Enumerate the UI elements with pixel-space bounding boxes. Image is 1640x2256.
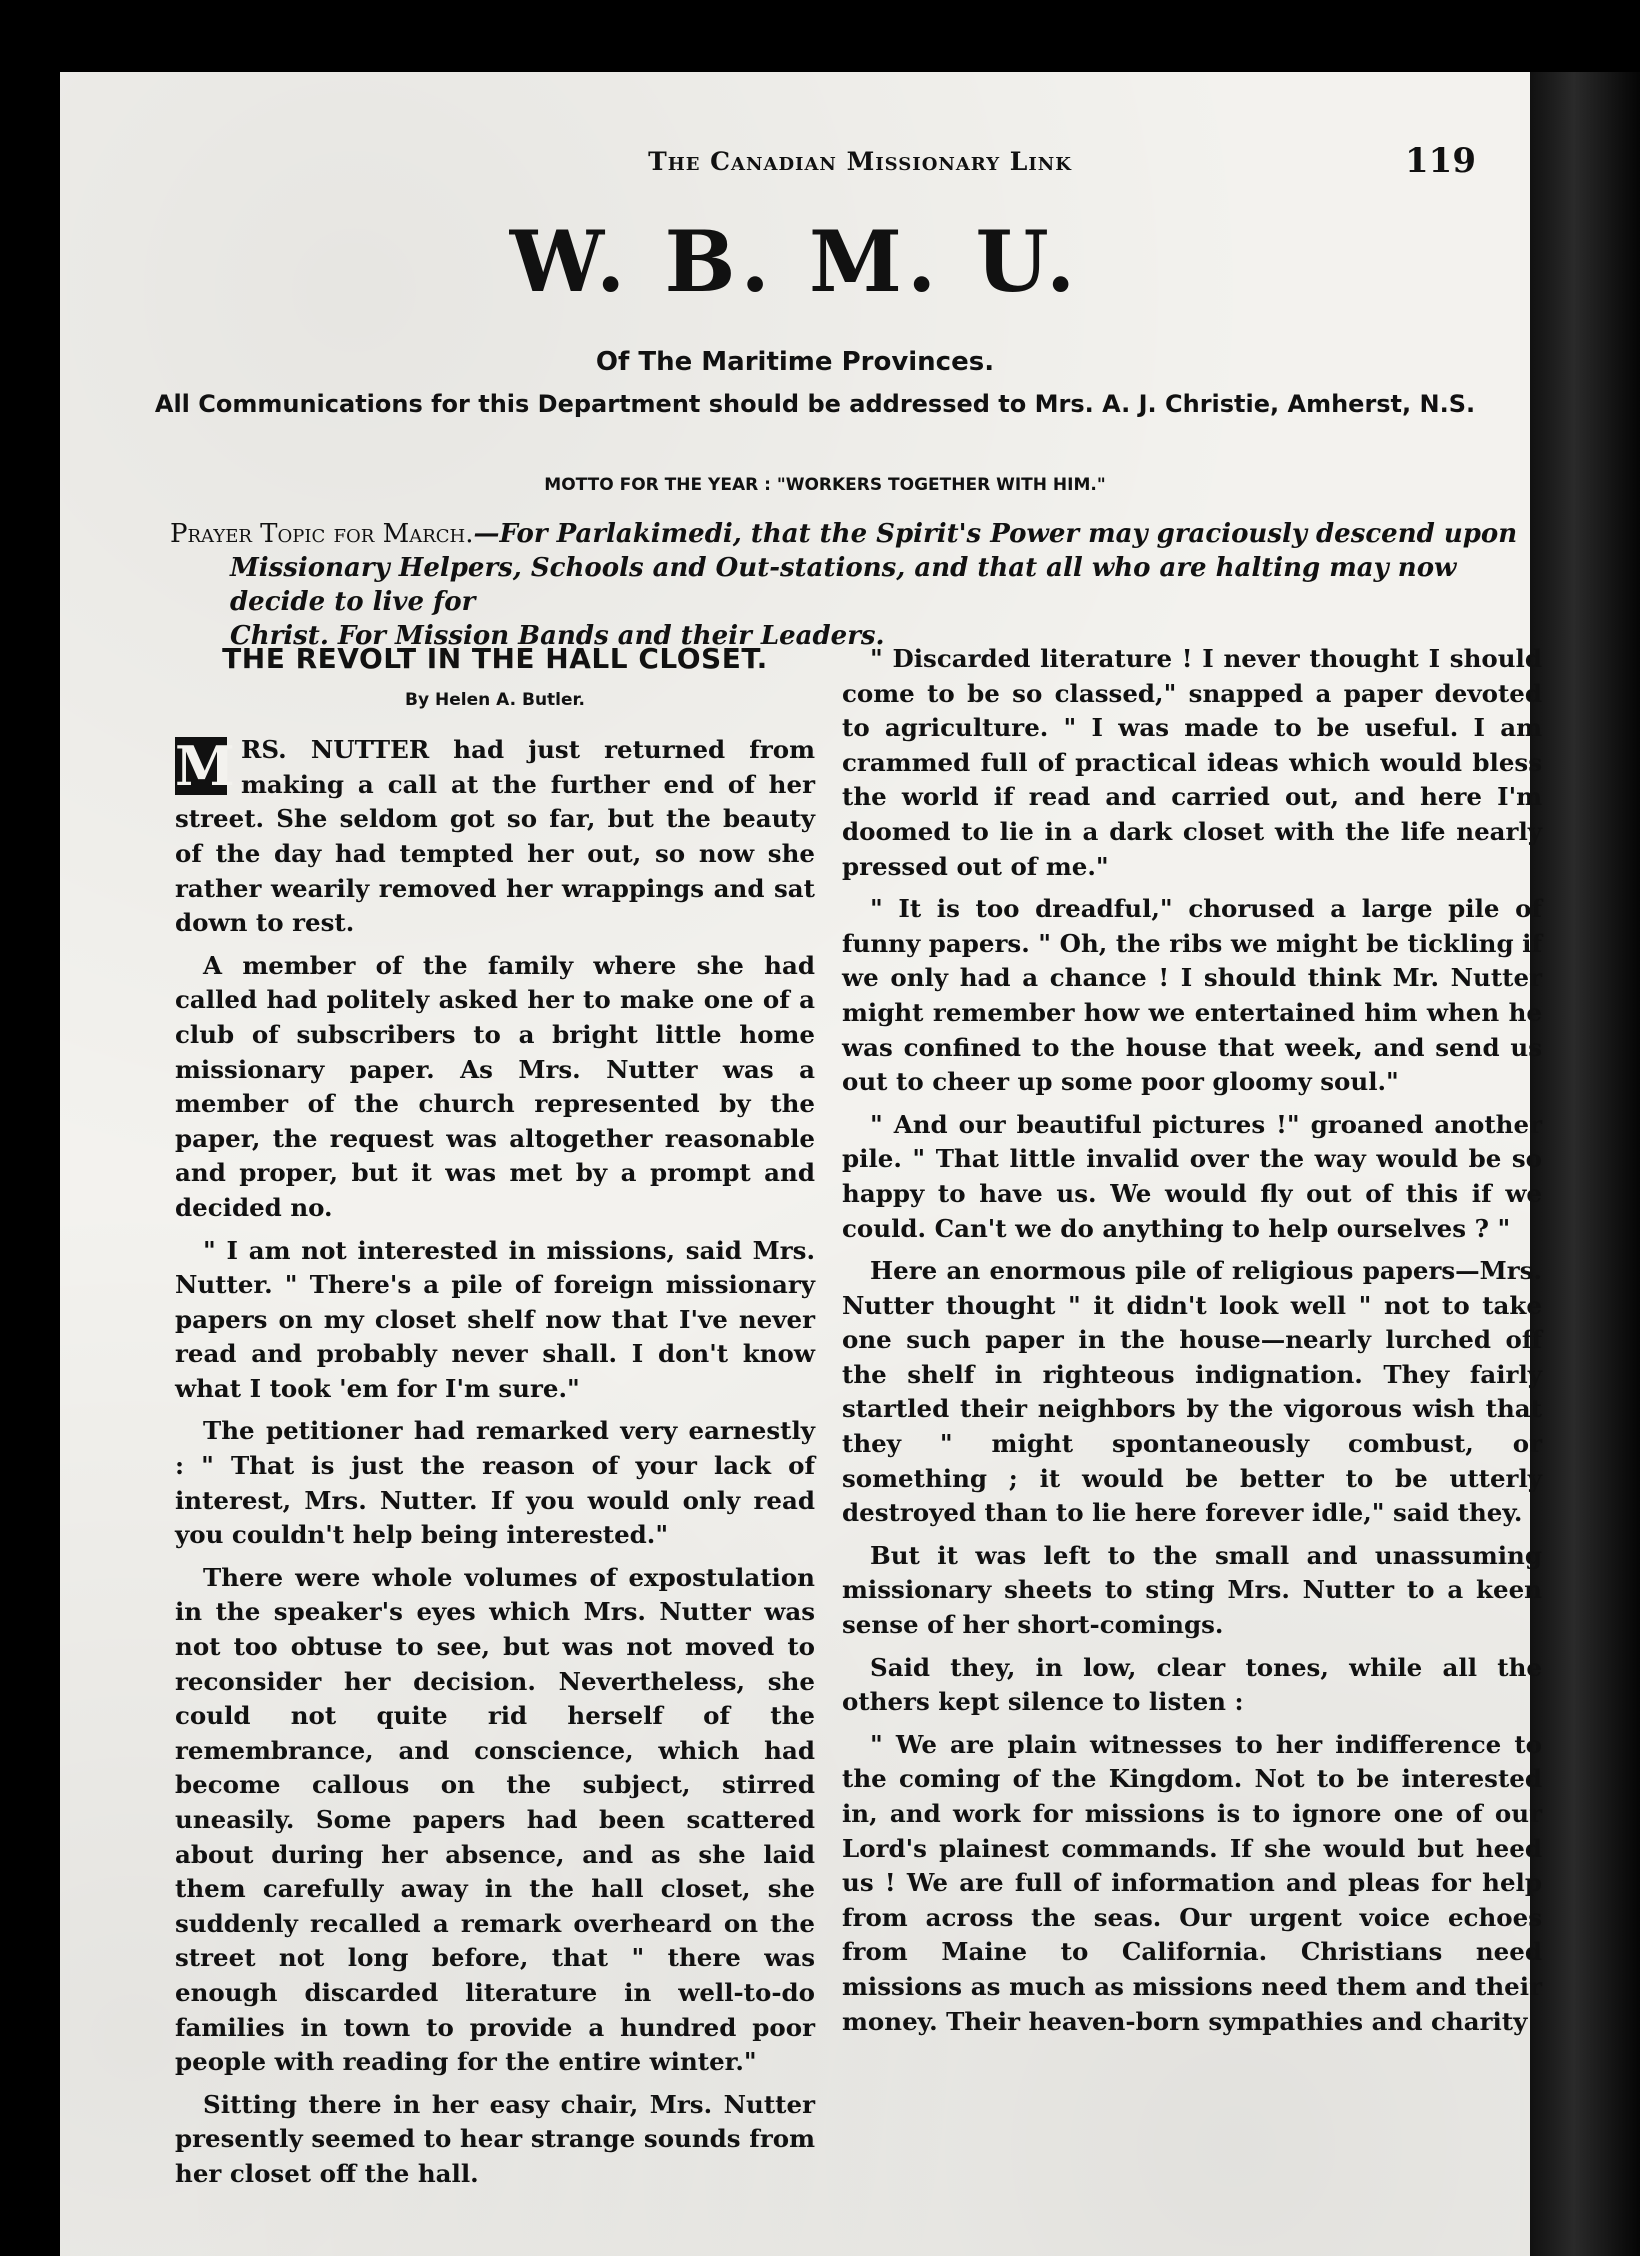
running-header [60,141,1530,187]
department-subtitle: Of The Maritime Provinces. [595,347,995,377]
paragraph: " And our beautiful pictures !" groaned another pile. " That little invalid over the way would be so happy to have us. We would fly out of this if we could. Can't we do anything to help ourselves ? " [842,1109,1542,1243]
right-column [842,642,1542,2047]
scan-left-edge [0,0,60,2256]
prayer-topic [170,517,1540,653]
paragraph: Here an enormous pile of religious papers—Mrs. Nutter thought " it didn't look well " not to take one such paper in the house—nearly lurched off the shelf in righteous indignation. They fairly startled their neighbors by the vigorous wish that they " might spontaneously combust, or something ; it would be better to be utterly destroyed than to lie here forever idle," said they. [842,1256,1542,1528]
paragraph [175,733,815,941]
paragraph: There were whole volumes of expostulation in the speaker's eyes which Mrs. Nutter was not too obtuse to see, but was not moved to reconsider her decision. Nevertheless, she could not quite rid herself of the remembrance, and conscience, which had become callous on the subject, stirred uneasily. Some papers had been scattered about during her absence, and as she laid them carefully away in the hall closet, she suddenly recalled a remark overheard on the street not long before, that " there was enough discarded literature in well-to-do families in town to provide a hundred poor people with reading for the entire winter." [175,1562,815,2077]
prayer-line-2: Missionary Helpers, Schools and Out-stations, and that all who are halting may now decide to live for [230,553,1457,617]
prayer-line-1: —For Parlakimedi, that the Spirit's Power may graciously descend upon [473,519,1518,549]
paragraph: " We are plain witnesses to her indifference to the coming of the Kingdom. Not to be interested in, and work for missions is to ignore one of our Lord's plainest commands. If she would but heed us ! We are full of information and pleas for help from across the seas. Our urgent voice echoes from Maine to California. Christians need missions as much as missions need them and their money. Their heaven-born sympathies and charity [842,1729,1542,2036]
paragraph: The petitioner had remarked very earnestly : " That is just the reason of your lack of interest, Mrs. Nutter. If you would only read you couldn't help being interested." [175,1416,815,1550]
paragraph: " Discarded literature ! I never thought I should come to be so classed," snapped a paper devoted to agriculture. " I was made to be useful. I am crammed full of practical ideas which would bless the world if read and carried out, and here I'm doomed to lie in a dark closet with the life nearly pressed out of me." [842,644,1542,881]
paragraph: But it was left to the small and unassuming missionary sheets to sting Mrs. Nutter to a keen sense of her short-comings. [842,1540,1542,1640]
paragraph: A member of the family where she had called had politely asked her to make one of a club of subscribers to a bright little home missionary paper. As Mrs. Nutter was a member of the church represented by the paper, the request was altogether reasonable and proper, but it was met by a prompt and decided no. [175,950,815,1222]
paragraph: Sitting there in her easy chair, Mrs. Nutter presently seemed to hear strange sounds from her closet off the hall. [175,2089,815,2188]
paragraph-text: RS. NUTTER had just returned from making a call at the further end of her street. She seldom got so far, but the beauty of the day had tempted her out, so now she rather wearily removed her wrappings and sat down to rest. [175,735,815,938]
paragraph: " I am not interested in missions, said Mrs. Nutter. " There's a pile of foreign missionary papers on my closet shelf now that I've never read and probably never shall. I don't know what I took 'em for I'm sure." [175,1235,815,1403]
article-byline: By Helen A. Butler. [405,689,585,710]
paragraph: Said they, in low, clear tones, while all the others kept silence to listen : [842,1652,1542,1717]
prayer-line-3: Christ. For Mission Bands and their Leaders. [230,621,885,651]
paragraph: " It is too dreadful," chorused a large pile of funny papers. " Oh, the ribs we might be tickling if we only had a chance ! I should think Mr. Nutter might remember how we entertained him when he was confined to the house that week, and send us out to cheer up some poor gloomy soul." [842,894,1542,1097]
motto: MOTTO FOR THE YEAR : "WORKERS TOGETHER WITH HIM." [544,475,1106,495]
page-number: 119 [1405,141,1476,181]
left-column [175,642,815,2200]
book-binding [1530,72,1640,2256]
article-title: THE REVOLT IN THE HALL CLOSET. [222,642,768,675]
running-title: The Canadian Missionary Link [648,147,1072,176]
department-title: W. B. M. U. [509,212,1081,311]
department-address: All Communications for this Department should be addressed to Mrs. A. J. Christie, Amherst, N.S. [154,390,1476,418]
drop-cap: M [175,734,235,799]
document-page [60,72,1542,2256]
prayer-label: Prayer Topic for March. [170,519,474,549]
